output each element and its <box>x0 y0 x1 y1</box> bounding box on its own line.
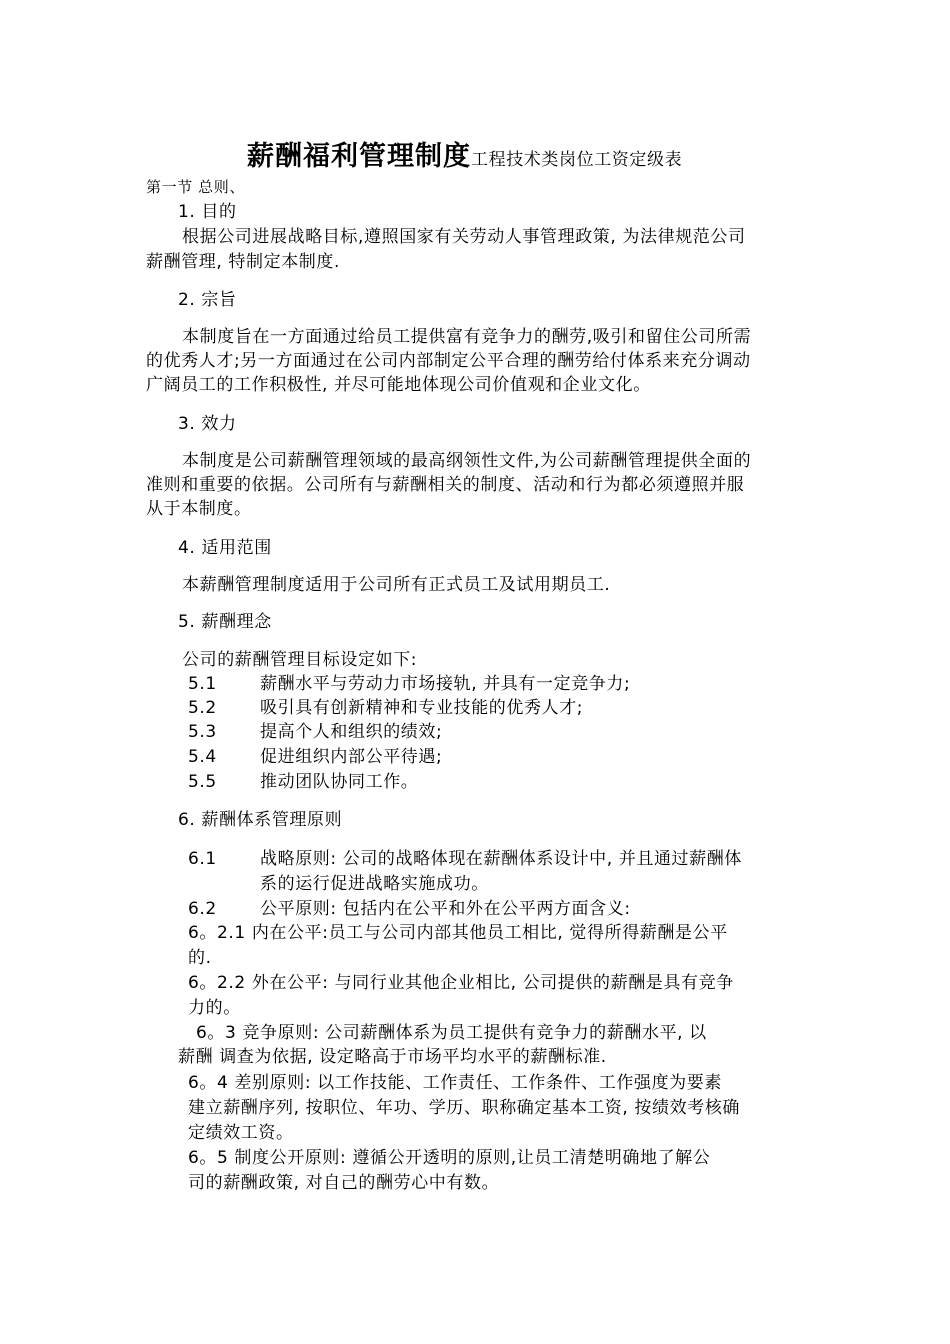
principle-line: 司的薪酬政策, 对自己的酬劳心中有数。 <box>188 1173 500 1193</box>
goal-number: 5.3 <box>188 722 217 742</box>
principle-line: 定绩效工资。 <box>188 1123 294 1143</box>
principle-line: 建立薪酬序列, 按职位、年功、学历、职称确定基本工资, 按绩效考核确 <box>188 1098 741 1118</box>
principle-number: 6.1 <box>188 849 217 869</box>
goal-text: 吸引具有创新精神和专业技能的优秀人才; <box>260 698 584 718</box>
goal-number: 5.4 <box>188 747 217 767</box>
paragraph-line: 本薪酬管理制度适用于公司所有正式员工及试用期员工. <box>182 575 611 595</box>
paragraph-line: 本制度是公司薪酬管理领域的最高纲领性文件,为公司薪酬管理提供全面的 <box>182 451 752 471</box>
goal-text: 推动团队协同工作。 <box>260 772 419 792</box>
heading-4: 4. 适用范围 <box>178 538 272 558</box>
principle-line: 公平原则: 包括内在公平和外在公平两方面含义: <box>260 899 631 919</box>
heading-1: 1. 目的 <box>178 202 237 222</box>
principle-line: 力的。 <box>188 998 241 1018</box>
principle-line: 6。5 制度公开原则: 遵循公开透明的原则,让员工清楚明确地了解公 <box>188 1148 711 1168</box>
principle-line: 6。4 差别原则: 以工作技能、工作责任、工作条件、工作强度为要素 <box>188 1073 722 1093</box>
goal-text: 促进组织内部公平待遇; <box>260 747 443 767</box>
goal-text: 提高个人和组织的绩效; <box>260 722 443 742</box>
goal-text: 薪酬水平与劳动力市场接轨, 并具有一定竞争力; <box>260 674 631 694</box>
title-main: 薪酬福利管理制度 <box>247 141 471 172</box>
heading-6: 6. 薪酬体系管理原则 <box>178 810 343 830</box>
heading-3: 3. 效力 <box>178 414 237 434</box>
principle-line: 6。2.2 外在公平: 与同行业其他企业相比, 公司提供的薪酬是具有竞争 <box>188 973 734 993</box>
principle-line: 的. <box>188 948 212 968</box>
paragraph-line: 准则和重要的依据。公司所有与薪酬相关的制度、活动和行为都必须遵照并服 <box>146 475 745 495</box>
paragraph-line: 从于本制度。 <box>146 499 252 519</box>
heading-5: 5. 薪酬理念 <box>178 612 272 632</box>
title-sub: 工程技术类岗位工资定级表 <box>471 150 683 170</box>
principle-line: 薪酬 调查为依据, 设定略高于市场平均水平的薪酬标准. <box>178 1047 607 1067</box>
page-title <box>247 134 682 173</box>
section-heading: 第一节 总则、 <box>146 178 245 196</box>
paragraph-line: 的优秀人才;另一方面通过在公司内部制定公平合理的酬劳给付体系来充分调动 <box>146 351 751 371</box>
goal-number: 5.2 <box>188 698 217 718</box>
paragraph-line: 广阔员工的工作积极性, 并尽可能地体现公司价值观和企业文化。 <box>146 375 651 395</box>
paragraph-line: 根据公司进展战略目标,遵照国家有关劳动人事管理政策, 为法律规范公司 <box>182 227 746 247</box>
principle-number: 6.2 <box>188 899 217 919</box>
principle-line: 系的运行促进战略实施成功。 <box>260 874 489 894</box>
heading-2: 2. 宗旨 <box>178 290 237 310</box>
paragraph-line: 薪酬管理, 特制定本制度. <box>146 252 341 272</box>
goal-number: 5.1 <box>188 674 217 694</box>
principle-line: 6。3 竞争原则: 公司薪酬体系为员工提供有竞争力的薪酬水平, 以 <box>196 1023 707 1043</box>
goal-number: 5.5 <box>188 772 217 792</box>
principle-line: 6。2.1 内在公平:员工与公司内部其他员工相比, 觉得所得薪酬是公平 <box>188 923 728 943</box>
paragraph-line: 公司的薪酬管理目标设定如下: <box>182 650 418 670</box>
principle-line: 战略原则: 公司的战略体现在薪酬体系设计中, 并且通过薪酬体 <box>260 849 742 869</box>
paragraph-line: 本制度旨在一方面通过给员工提供富有竞争力的酬劳,吸引和留住公司所需 <box>182 327 752 347</box>
